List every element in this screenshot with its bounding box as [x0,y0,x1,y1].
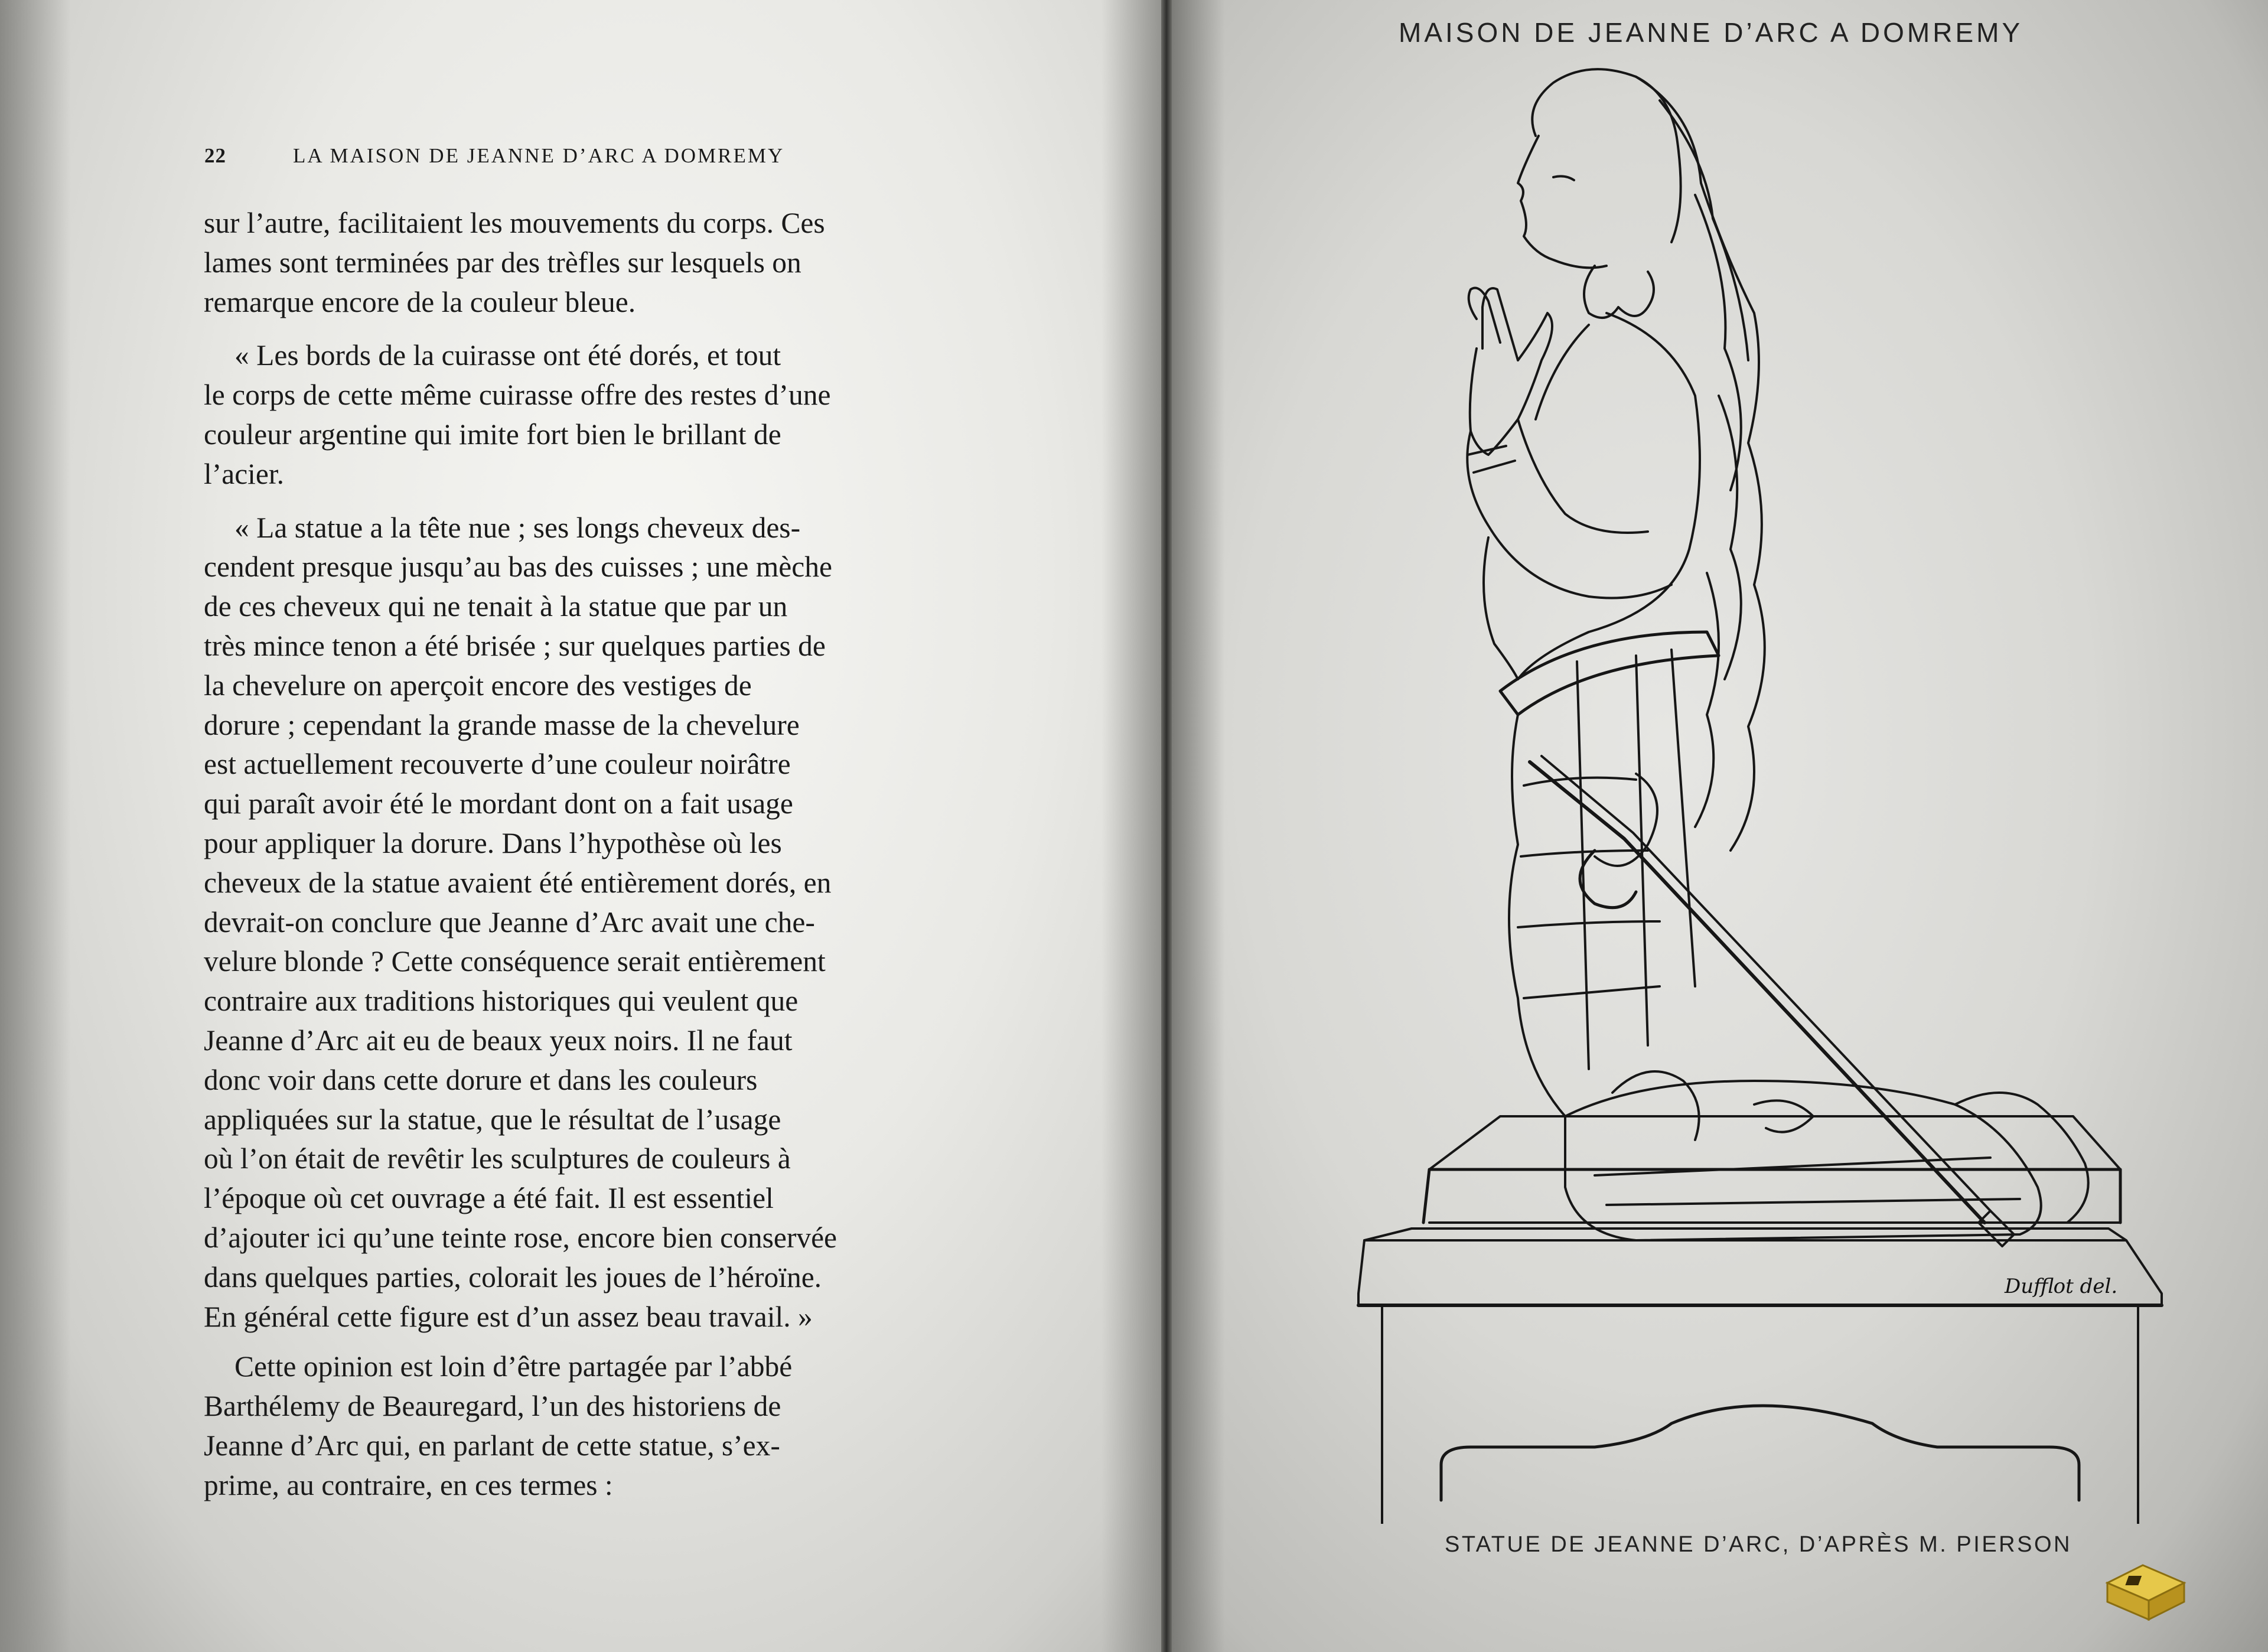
text-line: est actuellement recouverte d’une couleur noirâtre [204,748,791,781]
page-number: 22 [204,144,226,167]
plate-title: MAISON DE JEANNE D’ARC A DOMREMY [1399,17,2023,48]
statue-illustration [1341,65,2191,1524]
running-head-title: LA MAISON DE JEANNE D’ARC A DOMREMY [293,144,785,167]
text-line: En général cette figure est d’un assez beau travail. » [204,1300,813,1333]
text-line: sur l’autre, facilitaient les mouvements du corps. Ces [204,207,825,239]
book-gutter [1161,0,1172,1652]
text-line: couleur argentine qui imite fort bien le brillant de [204,418,781,451]
text-line: l’acier. [204,457,285,490]
text-line: velure blonde ? Cette conséquence serait entièrement [204,945,826,978]
text-line: dorure ; cependant la grande masse de la chevelure [204,708,800,741]
text-line: prime, au contraire, en ces termes : [204,1468,613,1501]
body-text [204,204,960,1506]
text-line: remarque encore de la couleur bleue. [204,285,636,318]
text-line: où l’on était de revêtir les sculptures de couleurs à [204,1142,791,1175]
text-line: contraire aux traditions historiques qui veulent que [204,985,799,1018]
text-line: le corps de cette même cuirasse offre des restes d’une [204,379,831,412]
running-head [204,144,972,168]
text-line: Barthélemy de Beauregard, l’un des historiens de [204,1390,781,1423]
text-line: « Les bords de la cuirasse ont été dorés, et tout [234,339,781,372]
text-line: dans quelques parties, colorait les joues de l’héroïne. [204,1260,822,1293]
text-line: de ces cheveux qui ne tenait à la statue que par un [204,590,788,623]
text-line: qui paraît avoir été le mordant dont on a fait usage [204,787,793,820]
text-line: lames sont terminées par des trèfles sur lesquels on [204,246,801,279]
pedestal [1358,1116,2162,1524]
text-line: cendent presque jusqu’au bas des cuisses ; une mèche [204,550,832,584]
text-line: Jeanne d’Arc ait eu de beaux yeux noirs. Il ne faut [204,1024,793,1057]
box-icon [2101,1553,2190,1624]
text-line: donc voir dans cette dorure et dans les couleurs [204,1063,758,1096]
text-line: l’époque où cet ouvrage a été fait. Il est essentiel [204,1182,774,1215]
text-line: « La statue a la tête nue ; ses longs cheveux des- [234,511,801,544]
text-line: très mince tenon a été brisée ; sur quelques parties de [204,629,826,662]
text-line: d’ajouter ici qu’une teinte rose, encore bien conservée [204,1221,838,1254]
artist-signature: Dufflot del. [2005,1275,2118,1298]
text-line: appliquées sur la statue, que le résultat de l’usage [204,1103,781,1136]
text-line: pour appliquer la dorure. Dans l’hypothèse où les [204,826,782,859]
text-line: cheveux de la statue avaient été entièrement dorés, en [204,866,832,899]
text-line: devrait-on conclure que Jeanne d’Arc avait une che- [204,905,815,939]
text-line: Cette opinion est loin d’être partagée par l’abbé [234,1350,793,1383]
text-line: la chevelure on aperçoit encore des vestiges de [204,669,752,702]
plate-caption: STATUE DE JEANNE D’ARC, D’APRÈS M. PIERSON [1445,1532,2072,1557]
kneeling-figure [1467,69,2088,1246]
text-line: Jeanne d’Arc qui, en parlant de cette statue, s’ex- [204,1429,780,1462]
